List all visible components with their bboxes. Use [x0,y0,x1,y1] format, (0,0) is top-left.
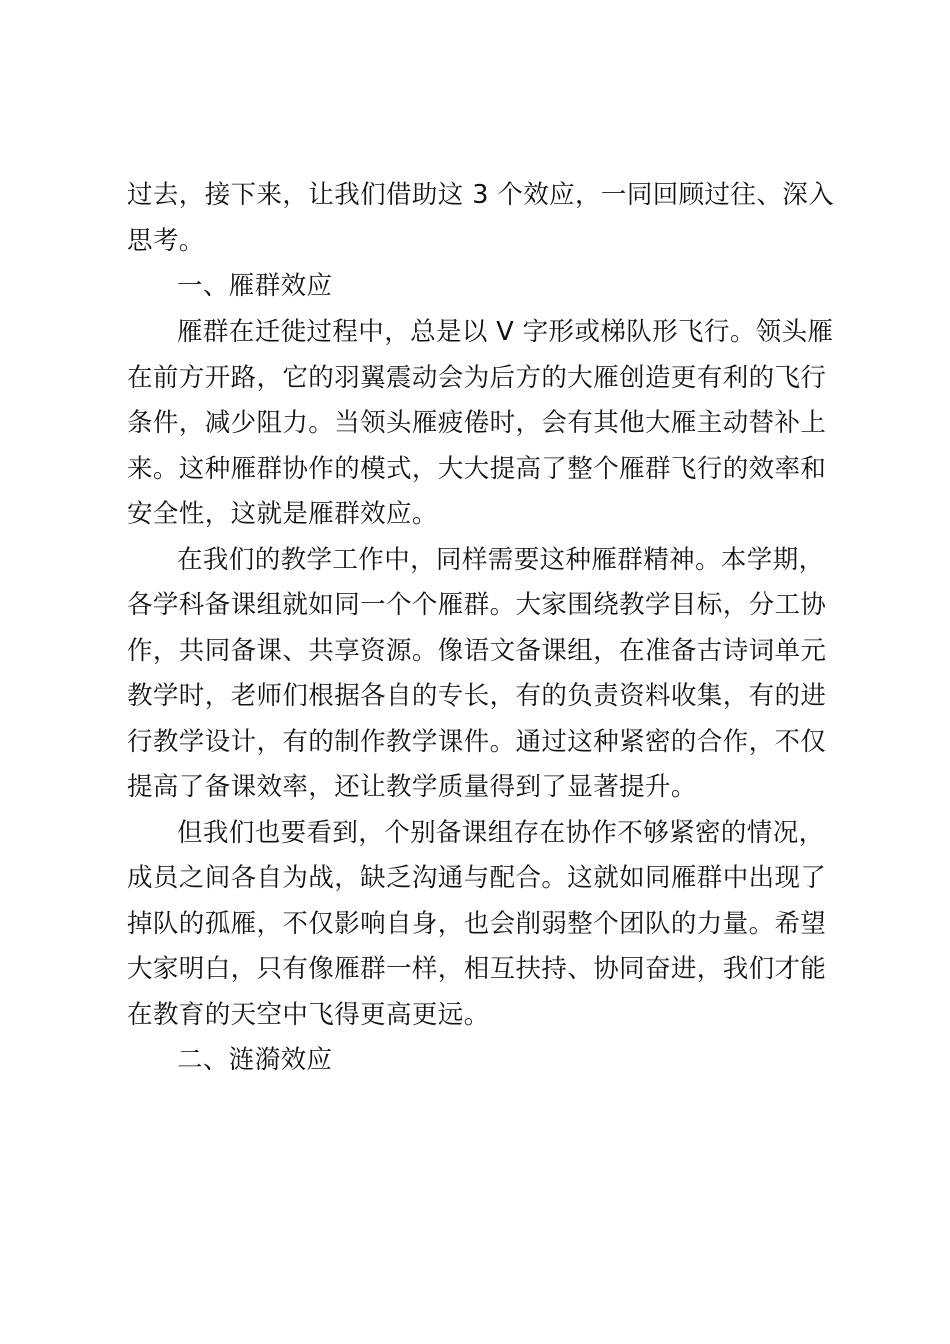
paragraph-line: 思考。 [127,226,205,256]
paragraph-line: 条件，减少阻力。当领头雁疲倦时，会有其他大雁主动替补上 [127,408,827,438]
paragraph-line: 在我们的教学工作中，同样需要这种雁群精神。本学期， [177,545,825,575]
paragraph-line: 掉队的孤雁，不仅影响自身，也会削弱整个团队的力量。希望 [127,909,827,939]
paragraph-line: 大家明白，只有像雁群一样，相互扶持、协同奋进，我们才能 [127,954,827,984]
paragraph-line: 成员之间各自为战，缺乏沟通与配合。这就如同雁群中出现了 [127,863,827,893]
paragraph-line: 教学时，老师们根据各自的专长，有的负责资料收集，有的进 [127,681,827,711]
paragraph-line: 但我们也要看到，个别备课组存在协作不够紧密的情况， [177,818,825,848]
paragraph-line: 安全性，这就是雁群效应。 [127,499,438,529]
paragraph-line: 过去，接下来，让我们借助这 3 个效应，一同回顾过往、深入 [127,180,835,210]
paragraph-line: 在前方开路，它的羽翼震动会为后方的大雁创造更有利的飞行 [127,363,827,393]
section-heading-2: 二、涟漪效应 [177,1045,333,1075]
paragraph-line: 各学科备课组就如同一个个雁群。大家围绕教学目标，分工协 [127,590,827,620]
paragraph-line: 提高了备课效率，还让教学质量得到了显著提升。 [127,772,697,802]
paragraph-line: 雁群在迁徙过程中，总是以 V 字形或梯队形飞行。领头雁 [177,317,834,347]
paragraph-line: 作，共同备课、共享资源。像语文备课组，在准备古诗词单元 [127,636,827,666]
paragraph-line: 来。这种雁群协作的模式，大大提高了整个雁群飞行的效率和 [127,454,827,484]
paragraph-line: 在教育的天空中飞得更高更远。 [127,1000,490,1030]
section-heading-1: 一、雁群效应 [177,271,333,301]
paragraph-line: 行教学设计，有的制作教学课件。通过这种紧密的合作，不仅 [127,727,827,757]
